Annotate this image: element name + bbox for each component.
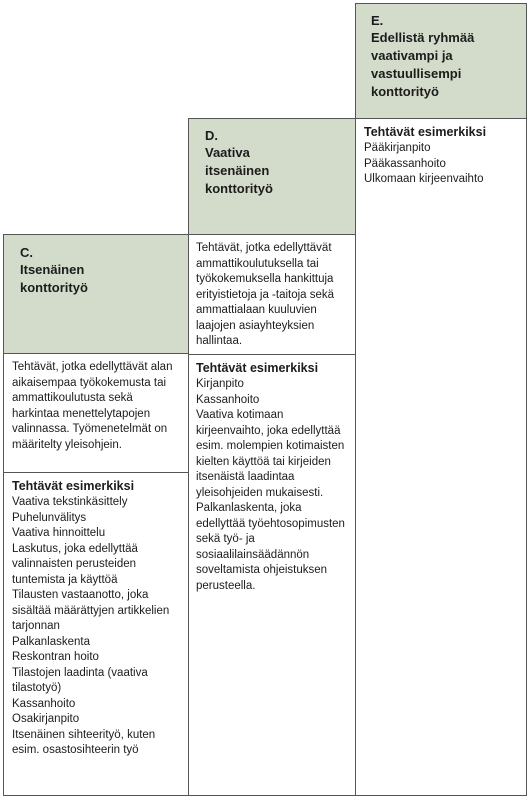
list-item: Vaativa tekstinkäsittely [12,496,128,508]
list-item: Vaativa hinnoittelu [12,527,106,539]
level-d-description: Tehtävät, jotka edellyttävät ammattikoulutuksella tai työkokemuksella hankittuja erityistietoja ja -taitoja sekä ammattialaan kuuluvien laajojen asiayhteyksien hallintaa. [196,242,335,347]
list-item: Itsenäinen sihteerityö, kuten esim. osastosihteerin työ [12,728,156,756]
level-e-examples-list [364,141,518,188]
list-item: Osakirjanpito [12,713,80,725]
list-item: Kassanhoito [12,697,76,710]
level-c-examples-title: Tehtävät esimerkiksi [12,479,135,493]
list-item: Palkanlaskenta, joka edellyttää työehtosopimusten sekä työ- ja sosiaalilainsäädännön soveltamista ohjeistuksen perusteella. [196,502,345,592]
level-e-letter: E. [371,13,384,28]
level-c-letter: C. [20,245,33,260]
list-item: Ulkomaan kirjeenvaihto [364,173,484,185]
list-item: Kirjanpito [196,378,244,390]
level-e-examples-title: Tehtävät esimerkiksi [364,125,487,139]
list-item: Tilausten vastaanotto, joka sisältää määrättyjen artikkelien tarjonnan [12,589,170,632]
list-item: Pääkirjanpito [364,142,431,154]
level-e-examples-box [355,118,527,796]
list-item: Palkanlaskenta [12,635,90,648]
list-item: Laskutus, joka edellyttää valinnaisten perusteiden tuntemista ja käyttöä [12,542,138,586]
level-e-title: Edellistä ryhmää vaativampi ja vastuullisempi konttorityö [371,30,475,99]
level-c-examples-box [3,472,189,796]
level-d-examples-list [196,377,348,594]
level-d-title: Vaativa itsenäinen konttorityö [205,145,273,196]
level-d-header [188,118,356,235]
level-e-header [355,3,527,119]
list-item: Puhelunvälitys [12,511,87,524]
level-d-letter: D. [205,128,218,143]
level-c-header [3,234,189,354]
list-item: Reskontran hoito [12,651,99,663]
level-c-examples-list [12,495,180,759]
level-d-description-box [188,234,356,355]
level-c-title: Itsenäinen konttorityö [20,262,88,295]
level-c-description-box [3,353,189,473]
list-item: Kassanhoito [196,393,260,406]
level-c-description: Tehtävät, jotka edellyttävät alan aikaisempaa työkokemusta tai ammattikoulutusta sekä harkintaa menettelytapojen valinnassa. Työmenetelmät on määritelty yleisohjein. [12,361,173,451]
level-d-examples-box [188,354,356,796]
list-item: Pääkassanhoito [364,157,446,170]
list-item: Vaativa kotimaan kirjeenvaihto, joka edellyttää esim. molempien kotimaisten kielten käyttöä tai kirjeiden itsenäistä laadintaa yleisohjeiden mukaisesti. [196,409,345,499]
level-d-examples-title: Tehtävät esimerkiksi [196,361,319,375]
list-item: Tilastojen laadinta (vaativa tilastotyö) [12,666,148,694]
